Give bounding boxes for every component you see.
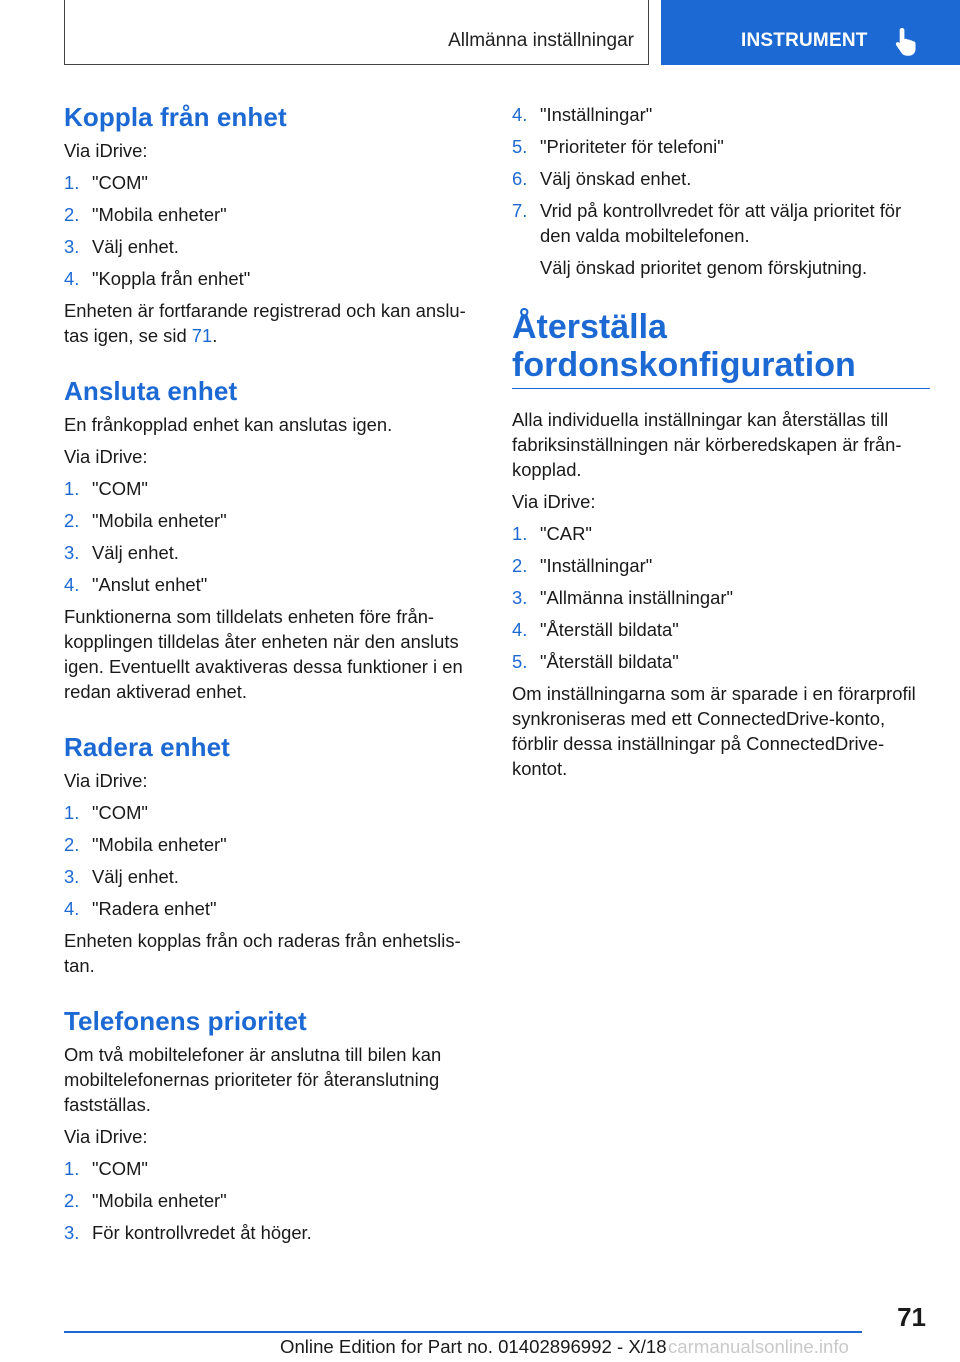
step-text: "COM" bbox=[92, 1158, 148, 1179]
step-text: För kontrollvredet åt höger. bbox=[92, 1222, 312, 1243]
list-item bbox=[64, 1188, 476, 1213]
list-item bbox=[64, 1156, 476, 1181]
step-number: 4. bbox=[512, 619, 528, 640]
step-number: 4. bbox=[512, 104, 528, 125]
step-text: Välj enhet. bbox=[92, 542, 179, 563]
step-number: 2. bbox=[64, 834, 80, 855]
step-number: 5. bbox=[512, 651, 528, 672]
step-number: 1. bbox=[64, 172, 80, 193]
step-text: Välj önskad enhet. bbox=[540, 168, 692, 189]
list-item bbox=[64, 1220, 476, 1245]
list-item bbox=[64, 234, 476, 259]
section-heading-phone-priority: Telefonens prioritet bbox=[64, 1006, 307, 1036]
steps-priority-continued bbox=[512, 102, 930, 248]
step-number: 3. bbox=[512, 587, 528, 608]
step-text: "Inställningar" bbox=[540, 104, 653, 125]
delete-note: Enheten kopplas från och raderas från enhetslis‐ tan. bbox=[64, 930, 461, 976]
step-number: 3. bbox=[64, 236, 80, 257]
footer-divider bbox=[64, 1331, 862, 1333]
footer-watermark: carmanualsonline.info bbox=[668, 1336, 849, 1357]
steps-delete bbox=[64, 800, 476, 921]
step-number: 1. bbox=[64, 802, 80, 823]
step-number: 1. bbox=[64, 478, 80, 499]
reset-intro: Alla individuella inställningar kan återställas till fabriksinställningen när körberedskapen är från‐ kopplad. bbox=[512, 409, 902, 480]
step-number: 2. bbox=[64, 204, 80, 225]
priority-substep: Välj önskad prioritet genom förskjutning. bbox=[540, 257, 868, 278]
step-text: "COM" bbox=[92, 478, 148, 499]
via-idrive-label: Via iDrive: bbox=[64, 446, 148, 467]
priority-intro: Om två mobiltelefoner är anslutna till bilen kan mobiltelefonernas prioriteter för återanslutning fastställas. bbox=[64, 1044, 442, 1115]
list-item bbox=[512, 617, 930, 642]
step-number: 4. bbox=[64, 898, 80, 919]
via-idrive-label: Via iDrive: bbox=[512, 491, 596, 512]
step-number: 3. bbox=[64, 1222, 80, 1243]
via-idrive-label: Via iDrive: bbox=[64, 140, 148, 161]
list-item bbox=[64, 864, 476, 889]
list-item bbox=[64, 476, 476, 501]
connect-note: Funktionerna som tilldelats enheten före från‐ kopplingen tilldelas åter enheten när den ansluts igen. Eventuellt avaktiveras dessa funktioner i en redan aktiverad enhet. bbox=[64, 606, 463, 702]
list-item bbox=[512, 649, 930, 674]
list-item bbox=[64, 540, 476, 565]
header-chapter-tab[interactable] bbox=[661, 0, 960, 65]
step-number: 4. bbox=[64, 268, 80, 289]
footer-edition: Online Edition for Part no. 01402896992 - X/18 bbox=[280, 1336, 667, 1357]
list-item bbox=[64, 202, 476, 227]
step-text: "Anslut enhet" bbox=[92, 574, 208, 595]
via-idrive-label: Via iDrive: bbox=[64, 1126, 148, 1147]
step-text: "Återställ bildata" bbox=[540, 619, 679, 640]
list-item bbox=[64, 800, 476, 825]
step-number: 3. bbox=[64, 866, 80, 887]
chapter-heading-reset-config: Återställa fordonskonfiguration bbox=[512, 308, 930, 389]
steps-disconnect bbox=[64, 170, 476, 291]
connect-intro: En frånkopplad enhet kan anslutas igen. bbox=[64, 414, 393, 435]
steps-priority bbox=[64, 1156, 476, 1245]
step-text: Vrid på kontrollvredet för att välja prioritet för den valda mobiltelefonen. bbox=[540, 200, 902, 246]
list-item bbox=[64, 508, 476, 533]
step-number: 2. bbox=[64, 510, 80, 531]
pointing-hand-icon bbox=[895, 26, 921, 56]
list-item bbox=[512, 166, 930, 191]
list-item bbox=[64, 832, 476, 857]
step-text: "Mobila enheter" bbox=[92, 834, 227, 855]
list-item bbox=[512, 102, 930, 127]
section-heading-delete: Radera enhet bbox=[64, 732, 230, 762]
list-item bbox=[64, 572, 476, 597]
section-heading-disconnect: Koppla från enhet bbox=[64, 102, 287, 132]
list-item bbox=[512, 585, 930, 610]
steps-connect bbox=[64, 476, 476, 597]
step-text: "Inställningar" bbox=[540, 555, 653, 576]
page-reference-link[interactable]: 71 bbox=[191, 325, 213, 346]
steps-reset bbox=[512, 521, 930, 674]
step-text: "Allmänna inställningar" bbox=[540, 587, 733, 608]
page-number: 71 bbox=[897, 1302, 926, 1332]
step-text: "COM" bbox=[92, 172, 148, 193]
step-number: 2. bbox=[512, 555, 528, 576]
step-number: 7. bbox=[512, 200, 528, 221]
step-text: "Koppla från enhet" bbox=[92, 268, 251, 289]
step-number: 1. bbox=[64, 1158, 80, 1179]
via-idrive-label: Via iDrive: bbox=[64, 770, 148, 791]
list-item bbox=[64, 266, 476, 291]
step-number: 2. bbox=[64, 1190, 80, 1211]
header-section-tab[interactable] bbox=[64, 0, 649, 65]
list-item bbox=[512, 198, 930, 248]
header-chapter-title: INSTRUMENT bbox=[741, 30, 868, 51]
step-text: "Radera enhet" bbox=[92, 898, 217, 919]
section-heading-connect: Ansluta enhet bbox=[64, 376, 238, 406]
step-number: 6. bbox=[512, 168, 528, 189]
left-column bbox=[64, 100, 476, 1252]
step-number: 5. bbox=[512, 136, 528, 157]
step-text: "CAR" bbox=[540, 523, 592, 544]
header-section-title: Allmänna inställningar bbox=[448, 30, 634, 51]
list-item bbox=[512, 134, 930, 159]
step-number: 1. bbox=[512, 523, 528, 544]
right-column bbox=[512, 102, 930, 788]
step-number: 4. bbox=[64, 574, 80, 595]
step-text: Välj enhet. bbox=[92, 236, 179, 257]
list-item bbox=[64, 896, 476, 921]
step-number: 3. bbox=[64, 542, 80, 563]
list-item bbox=[512, 521, 930, 546]
reset-note: Om inställningarna som är sparade i en förarprofil synkroniseras med ett ConnectedDrive-konto, förblir dessa inställningar på ConnectedDrive- kontot. bbox=[512, 683, 916, 779]
step-text: Välj enhet. bbox=[92, 866, 179, 887]
step-text: "Mobila enheter" bbox=[92, 204, 227, 225]
disconnect-note: Enheten är fortfarande registrerad och kan anslu‐ tas igen, se sid 71. bbox=[64, 300, 466, 346]
step-text: "Mobila enheter" bbox=[92, 510, 227, 531]
list-item bbox=[512, 553, 930, 578]
list-item bbox=[64, 170, 476, 195]
step-text: "COM" bbox=[92, 802, 148, 823]
step-text: "Återställ bildata" bbox=[540, 651, 679, 672]
step-text: "Mobila enheter" bbox=[92, 1190, 227, 1211]
step-text: "Prioriteter för telefoni" bbox=[540, 136, 724, 157]
